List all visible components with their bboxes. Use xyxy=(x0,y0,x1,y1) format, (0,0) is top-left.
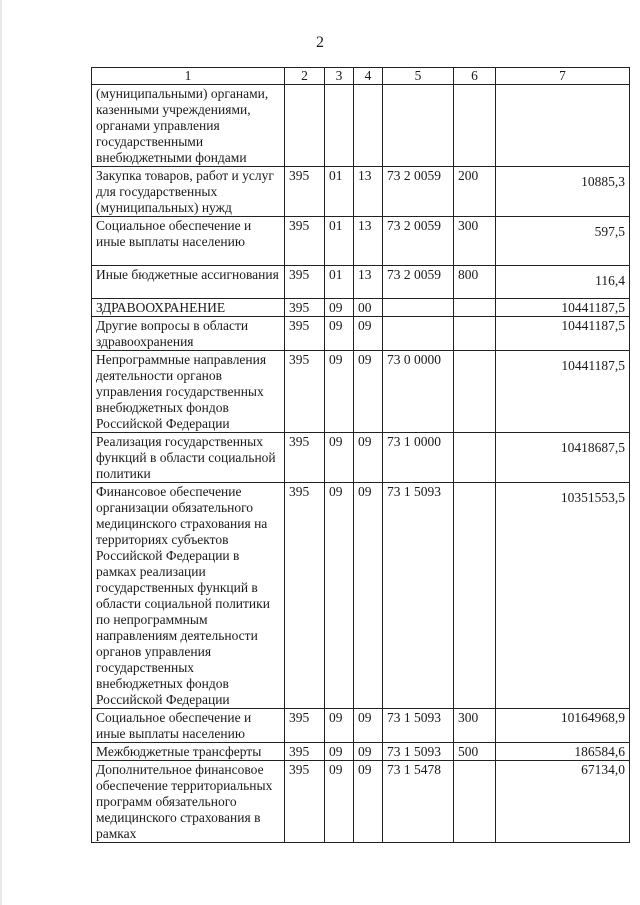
table-row xyxy=(92,351,630,433)
row-subsection: 09 xyxy=(354,743,383,761)
row-subsection: 09 xyxy=(354,709,383,743)
table-row xyxy=(92,217,630,266)
row-section: 09 xyxy=(325,317,354,351)
table-row xyxy=(92,709,630,743)
table-row xyxy=(92,299,630,317)
row-section: 09 xyxy=(325,433,354,483)
row-section: 09 xyxy=(325,743,354,761)
row-sum: 10441187,5 xyxy=(496,351,630,433)
row-name: ЗДРАВООХРАНЕНИЕ xyxy=(92,299,285,317)
row-admin xyxy=(285,85,325,167)
row-admin: 395 xyxy=(285,743,325,761)
row-section: 09 xyxy=(325,709,354,743)
row-type: 800 xyxy=(454,266,496,299)
table-row xyxy=(92,167,630,217)
header-cell: 1 xyxy=(92,68,285,85)
row-type xyxy=(454,85,496,167)
row-sum: 10441187,5 xyxy=(496,317,630,351)
row-sum xyxy=(496,85,630,167)
row-type xyxy=(454,433,496,483)
row-subsection: 09 xyxy=(354,761,383,843)
row-target: 73 1 0000 xyxy=(383,433,454,483)
row-subsection: 09 xyxy=(354,483,383,709)
row-subsection: 09 xyxy=(354,317,383,351)
table-row xyxy=(92,483,630,709)
row-name: Иные бюджетные ассигнования xyxy=(92,266,285,299)
header-cell: 2 xyxy=(285,68,325,85)
table-row xyxy=(92,317,630,351)
row-admin: 395 xyxy=(285,266,325,299)
row-admin: 395 xyxy=(285,433,325,483)
row-target: 73 2 0059 xyxy=(383,266,454,299)
row-target: 73 1 5093 xyxy=(383,743,454,761)
row-name: Межбюджетные трансферты xyxy=(92,743,285,761)
row-type: 200 xyxy=(454,167,496,217)
row-type: 300 xyxy=(454,709,496,743)
row-name: Дополнительное финансовое обеспечение территориальных программ обязательного медицинского страхования в рамках xyxy=(92,761,285,843)
row-section: 09 xyxy=(325,483,354,709)
row-admin: 395 xyxy=(285,709,325,743)
row-type: 500 xyxy=(454,743,496,761)
row-subsection xyxy=(354,85,383,167)
row-type xyxy=(454,761,496,843)
header-cell: 4 xyxy=(354,68,383,85)
row-admin: 395 xyxy=(285,317,325,351)
row-sum: 10441187,5 xyxy=(496,299,630,317)
row-name: (муниципальными) органами, казенными учреждениями, органами управления государственными внебюджетными фондами xyxy=(92,85,285,167)
row-type xyxy=(454,483,496,709)
row-name: Финансовое обеспечение организации обязательного медицинского страхования на территориях субъектов Российской Федерации в рамках реализации государственных функций в области социальной политики по непрограммным направлениям деятельности органов управления государственных внебюджетных фондов Российской Федерации xyxy=(92,483,285,709)
row-subsection: 13 xyxy=(354,167,383,217)
row-sum: 10418687,5 xyxy=(496,433,630,483)
row-type xyxy=(454,317,496,351)
table-row xyxy=(92,761,630,843)
row-section: 01 xyxy=(325,217,354,266)
budget-table xyxy=(91,67,630,843)
row-sum: 10164968,9 xyxy=(496,709,630,743)
row-admin: 395 xyxy=(285,167,325,217)
header-cell: 5 xyxy=(383,68,454,85)
row-target: 73 0 0000 xyxy=(383,351,454,433)
table-header-row xyxy=(92,68,630,85)
row-target: 73 1 5093 xyxy=(383,709,454,743)
row-target xyxy=(383,85,454,167)
row-sum: 67134,0 xyxy=(496,761,630,843)
row-admin: 395 xyxy=(285,483,325,709)
row-name: Реализация государственных функций в области социальной политики xyxy=(92,433,285,483)
row-subsection: 09 xyxy=(354,351,383,433)
row-sum: 116,4 xyxy=(496,266,630,299)
row-target: 73 2 0059 xyxy=(383,217,454,266)
row-name: Другие вопросы в области здравоохранения xyxy=(92,317,285,351)
row-subsection: 09 xyxy=(354,433,383,483)
page-number: 2 xyxy=(316,34,324,51)
row-sum: 186584,6 xyxy=(496,743,630,761)
row-subsection: 13 xyxy=(354,266,383,299)
row-subsection: 00 xyxy=(354,299,383,317)
row-admin: 395 xyxy=(285,217,325,266)
row-sum: 10351553,5 xyxy=(496,483,630,709)
row-subsection: 13 xyxy=(354,217,383,266)
table-row xyxy=(92,433,630,483)
row-section: 09 xyxy=(325,761,354,843)
row-name: Непрограммные направления деятельности органов управления государственных внебюджетных фондов Российской Федерации xyxy=(92,351,285,433)
row-name: Социальное обеспечение и иные выплаты населению xyxy=(92,217,285,266)
row-type: 300 xyxy=(454,217,496,266)
row-section: 01 xyxy=(325,167,354,217)
row-target xyxy=(383,299,454,317)
table-row xyxy=(92,266,630,299)
scan-edge xyxy=(0,0,2,905)
header-cell: 7 xyxy=(496,68,630,85)
row-target: 73 1 5478 xyxy=(383,761,454,843)
row-target xyxy=(383,317,454,351)
row-section: 09 xyxy=(325,299,354,317)
row-admin: 395 xyxy=(285,299,325,317)
table-row xyxy=(92,85,630,167)
header-cell: 3 xyxy=(325,68,354,85)
row-sum: 597,5 xyxy=(496,217,630,266)
row-admin: 395 xyxy=(285,761,325,843)
row-name: Социальное обеспечение и иные выплаты населению xyxy=(92,709,285,743)
row-type xyxy=(454,351,496,433)
row-sum: 10885,3 xyxy=(496,167,630,217)
row-name: Закупка товаров, работ и услуг для государственных (муниципальных) нужд xyxy=(92,167,285,217)
row-target: 73 1 5093 xyxy=(383,483,454,709)
row-section: 09 xyxy=(325,351,354,433)
table-row xyxy=(92,743,630,761)
row-section: 01 xyxy=(325,266,354,299)
header-cell: 6 xyxy=(454,68,496,85)
row-admin: 395 xyxy=(285,351,325,433)
row-target: 73 2 0059 xyxy=(383,167,454,217)
row-section xyxy=(325,85,354,167)
row-type xyxy=(454,299,496,317)
